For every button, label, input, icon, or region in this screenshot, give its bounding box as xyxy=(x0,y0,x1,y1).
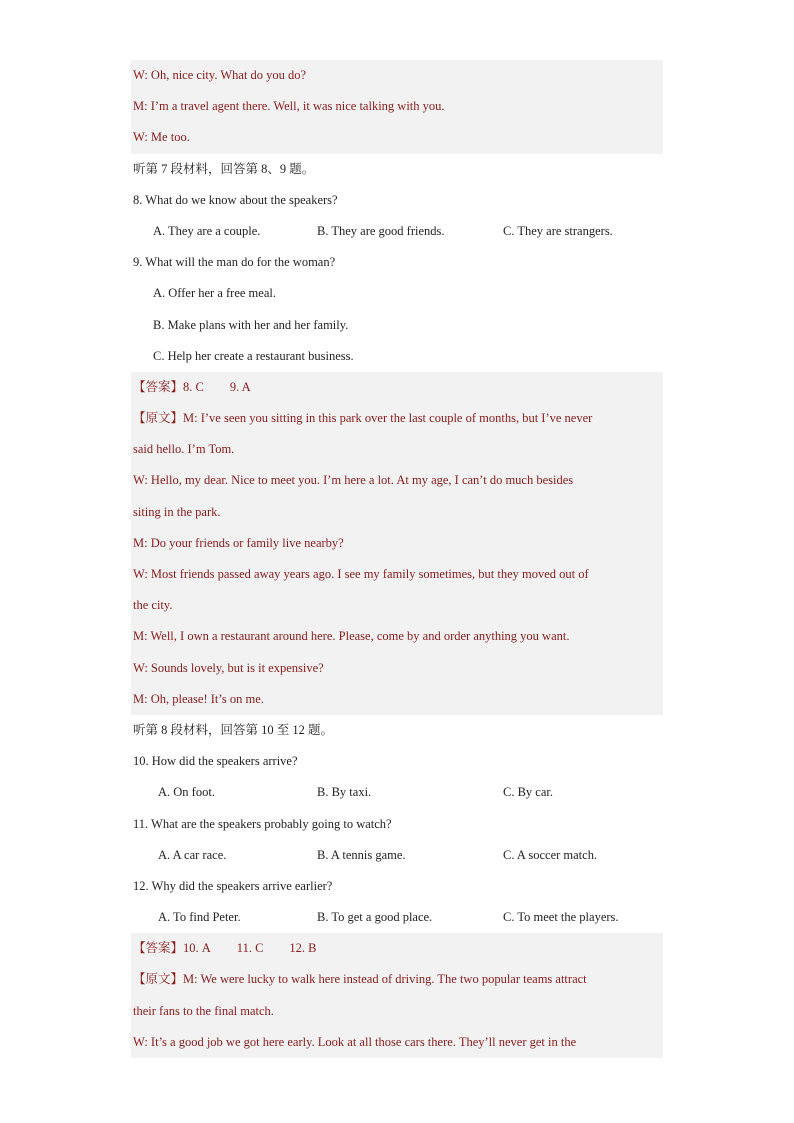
answer-line xyxy=(131,933,663,964)
transcript-line: W: Most friends passed away years ago. I see my family sometimes, but they moved out of xyxy=(131,559,663,590)
option-b: B. By taxi. xyxy=(317,785,372,800)
answer-line xyxy=(131,372,663,403)
option-c: C. To meet the players. xyxy=(503,910,619,925)
option-c: C. Help her create a restaurant business. xyxy=(153,348,354,363)
option-b: B. To get a good place. xyxy=(317,910,433,925)
question-stem: 9. What will the man do for the woman? xyxy=(133,255,336,270)
transcript-line: M: Oh, please! It’s on me. xyxy=(131,684,663,715)
option-a: A. Offer her a free meal. xyxy=(153,286,276,301)
answer-value: 10. A xyxy=(183,941,211,956)
option-c: C. A soccer match. xyxy=(503,847,598,862)
option-b: B. Make plans with her and her family. xyxy=(153,317,349,332)
transcript-line: siting in the park. xyxy=(131,497,663,528)
transcript-line: their fans to the final match. xyxy=(131,996,663,1027)
transcript-line: the city. xyxy=(131,590,663,621)
answer-value: 8. C xyxy=(183,379,204,394)
option-row xyxy=(131,216,663,247)
transcript-line: M: Do your friends or family live nearby? xyxy=(131,528,663,559)
dialog-line: W: Oh, nice city. What do you do? xyxy=(131,60,663,91)
option-a: A. They are a couple. xyxy=(153,223,261,238)
option-c: C. By car. xyxy=(503,785,553,800)
option-a: A. On foot. xyxy=(158,785,215,800)
document-page xyxy=(131,60,663,1058)
option-b: B. A tennis game. xyxy=(317,847,406,862)
answer-label: 【答案】 xyxy=(133,941,184,956)
dialog-line: W: Me too. xyxy=(131,122,663,153)
transcript-line: W: It’s a good job we got here early. Look at all those cars there. They’ll never get in the xyxy=(131,1027,663,1058)
option-row xyxy=(131,902,663,933)
option-a: A. To find Peter. xyxy=(158,910,241,925)
question-stem: 12. Why did the speakers arrive earlier? xyxy=(133,878,333,893)
section-heading: 听第 7 段材料，回答第 8、9 题。 xyxy=(133,161,315,176)
transcript-line: said hello. I’m Tom. xyxy=(131,434,663,465)
answer-label: 【答案】 xyxy=(133,379,184,394)
transcript-line: W: Sounds lovely, but is it expensive? xyxy=(131,653,663,684)
option-b: B. They are good friends. xyxy=(317,223,445,238)
option-row xyxy=(131,777,663,808)
dialog-line: M: I’m a travel agent there. Well, it was nice talking with you. xyxy=(131,91,663,122)
question-stem: 10. How did the speakers arrive? xyxy=(133,754,298,769)
transcript-label: 【原文】 xyxy=(133,411,184,426)
transcript-line xyxy=(131,964,663,995)
option-a: A. A car race. xyxy=(158,847,227,862)
section-heading: 听第 8 段材料，回答第 10 至 12 题。 xyxy=(133,722,334,737)
transcript-label: 【原文】 xyxy=(133,972,184,987)
question-stem: 11. What are the speakers probably going to watch? xyxy=(133,816,392,831)
answer-value: 12. B xyxy=(289,941,317,956)
option-c: C. They are strangers. xyxy=(503,223,613,238)
answer-value: 9. A xyxy=(229,379,251,394)
option-row xyxy=(131,840,663,871)
transcript-text: M: We were lucky to walk here instead of driving. The two popular teams attract xyxy=(183,972,587,987)
answer-value: 11. C xyxy=(236,941,264,956)
transcript-text: M: I’ve seen you sitting in this park over the last couple of months, but I’ve never xyxy=(183,411,593,426)
question-stem: 8. What do we know about the speakers? xyxy=(133,192,338,207)
transcript-line: M: Well, I own a restaurant around here. Please, come by and order anything you want. xyxy=(131,621,663,652)
transcript-line xyxy=(131,403,663,434)
transcript-line: W: Hello, my dear. Nice to meet you. I’m here a lot. At my age, I can’t do much besides xyxy=(131,465,663,496)
